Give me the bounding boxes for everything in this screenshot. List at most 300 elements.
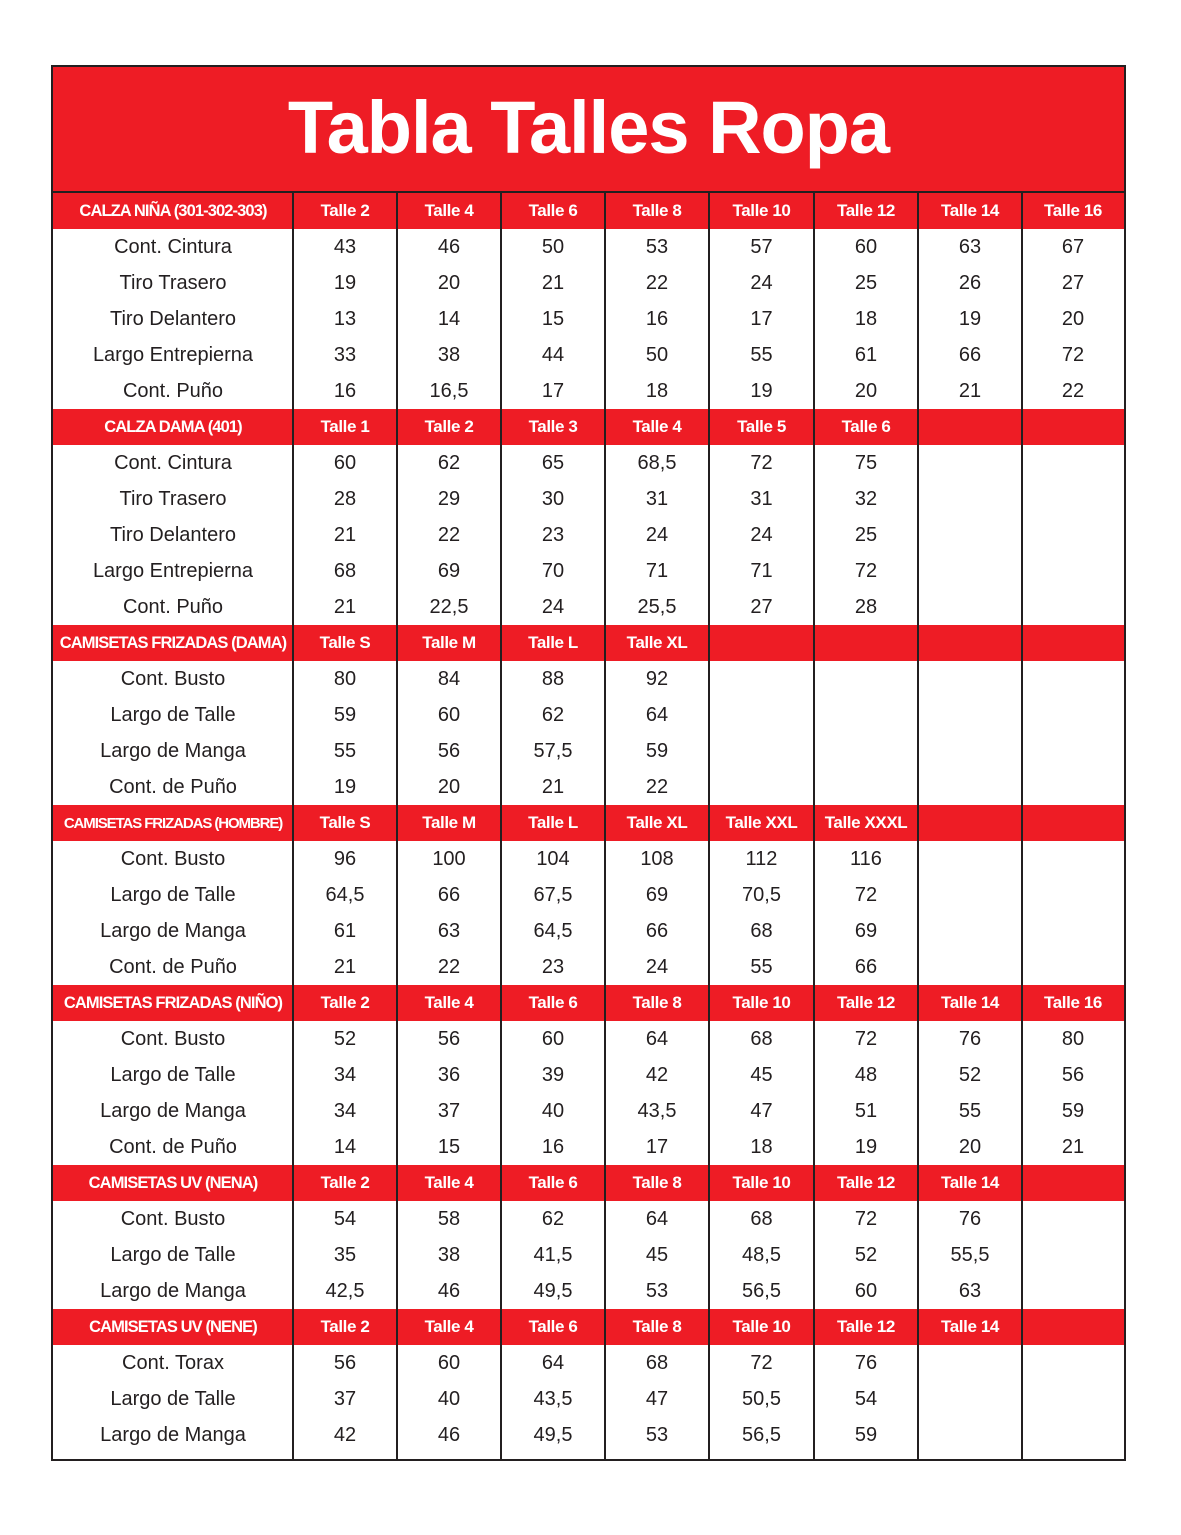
size-header: Talle 10 <box>732 1317 791 1336</box>
table-row <box>53 517 1124 553</box>
measurement-value: 24 <box>750 523 773 546</box>
measurement-value: 50,5 <box>742 1387 781 1410</box>
measurement-value: 23 <box>541 523 565 546</box>
size-header: Talle XL <box>626 633 688 652</box>
section-title: CAMISETAS FRIZADAS (DAMA) <box>59 633 287 652</box>
measurement-value: 28 <box>854 595 878 618</box>
size-header: Talle 12 <box>837 1173 895 1192</box>
measurement-label: Cont. Cintura <box>114 235 232 258</box>
measurement-value: 63 <box>958 235 982 258</box>
section-title: CAMISETAS UV (NENA) <box>88 1173 258 1192</box>
size-header: Talle 10 <box>732 201 791 220</box>
measurement-value: 47 <box>750 1099 773 1122</box>
measurement-value: 25 <box>854 271 878 294</box>
section-header <box>53 625 1124 661</box>
measurement-value: 71 <box>750 559 773 582</box>
section-header <box>53 1165 1124 1201</box>
measurement-value: 54 <box>333 1207 357 1230</box>
measurement-value: 60 <box>854 1279 878 1302</box>
measurement-value: 54 <box>854 1387 878 1410</box>
table-row <box>53 769 1124 805</box>
size-header: Talle 3 <box>528 417 578 436</box>
measurement-value: 45 <box>750 1063 773 1086</box>
measurement-label: Cont. Puño <box>122 379 224 402</box>
size-header: Talle 2 <box>320 1173 370 1192</box>
measurement-value: 66 <box>854 955 878 978</box>
measurement-value: 49,5 <box>533 1279 573 1302</box>
measurement-value: 55,5 <box>950 1243 990 1266</box>
size-header: Talle XL <box>626 813 688 832</box>
measurement-value: 37 <box>333 1387 357 1410</box>
measurement-value: 59 <box>854 1423 878 1446</box>
measurement-value: 42 <box>333 1423 357 1446</box>
measurement-value: 61 <box>854 343 878 366</box>
measurement-label: Largo de Talle <box>110 883 236 906</box>
measurement-value: 66 <box>437 883 461 906</box>
measurement-value: 46 <box>437 1423 461 1446</box>
measurement-value: 22 <box>645 775 669 798</box>
measurement-value: 24 <box>645 955 669 978</box>
measurement-value: 53 <box>645 1423 669 1446</box>
measurement-value: 47 <box>645 1387 669 1410</box>
measurement-value: 42,5 <box>325 1279 365 1302</box>
measurement-value: 20 <box>958 1135 982 1158</box>
measurement-label: Cont. Busto <box>120 1207 226 1230</box>
measurement-value: 59 <box>645 739 669 762</box>
measurement-value: 71 <box>645 559 669 582</box>
measurement-value: 72 <box>750 1351 773 1374</box>
size-header: Talle M <box>422 813 476 832</box>
measurement-value: 56 <box>437 1027 461 1050</box>
measurement-value: 52 <box>854 1243 878 1266</box>
measurement-value: 14 <box>333 1135 357 1158</box>
measurement-value: 17 <box>750 307 773 330</box>
column-divider <box>917 193 919 1459</box>
measurement-value: 44 <box>541 343 565 366</box>
size-header: Talle XXL <box>725 813 798 832</box>
measurement-label: Cont. Busto <box>120 1027 226 1050</box>
table-row <box>53 1093 1124 1129</box>
size-header: Talle 16 <box>1044 201 1102 220</box>
measurement-value: 46 <box>437 1279 461 1302</box>
measurement-value: 84 <box>437 667 461 690</box>
measurement-value: 18 <box>854 307 878 330</box>
measurement-value: 37 <box>437 1099 461 1122</box>
measurement-value: 38 <box>437 1243 461 1266</box>
measurement-value: 72 <box>854 1207 878 1230</box>
table-row <box>53 373 1124 409</box>
measurement-value: 63 <box>958 1279 982 1302</box>
measurement-value: 22,5 <box>429 595 469 618</box>
measurement-value: 16,5 <box>429 379 469 402</box>
measurement-value: 21 <box>541 775 565 798</box>
measurement-label: Tiro Trasero <box>119 487 227 510</box>
table-row <box>53 229 1124 265</box>
size-header: Talle 5 <box>737 417 786 436</box>
size-header: Talle M <box>422 633 476 652</box>
table-row <box>53 697 1124 733</box>
measurement-label: Tiro Trasero <box>119 271 227 294</box>
size-header: Talle 2 <box>320 993 370 1012</box>
measurement-value: 46 <box>437 235 461 258</box>
measurement-value: 67 <box>1061 235 1085 258</box>
size-header: Talle 14 <box>941 201 999 220</box>
size-header: Talle 6 <box>528 993 578 1012</box>
measurement-value: 14 <box>437 307 461 330</box>
page-title: Tabla Talles Ropa <box>287 86 890 169</box>
table-row <box>53 553 1124 589</box>
measurement-value: 25,5 <box>637 595 677 618</box>
measurement-value: 60 <box>854 235 878 258</box>
measurement-value: 64 <box>645 1207 669 1230</box>
measurement-value: 66 <box>645 919 669 942</box>
table-row <box>53 265 1124 301</box>
measurement-value: 21 <box>1061 1135 1085 1158</box>
size-header: Talle L <box>528 633 578 652</box>
measurement-value: 59 <box>333 703 357 726</box>
measurement-value: 32 <box>854 487 878 510</box>
table-row <box>53 337 1124 373</box>
measurement-value: 19 <box>958 307 982 330</box>
table-row <box>53 1237 1124 1273</box>
section-header <box>53 985 1124 1021</box>
measurement-value: 43 <box>333 235 357 258</box>
size-header: Talle 14 <box>941 993 999 1012</box>
measurement-value: 64 <box>541 1351 565 1374</box>
measurement-value: 18 <box>750 1135 773 1158</box>
measurement-value: 51 <box>854 1099 878 1122</box>
measurement-value: 56,5 <box>742 1279 781 1302</box>
measurement-label: Tiro Delantero <box>110 523 236 546</box>
measurement-value: 20 <box>437 271 461 294</box>
measurement-value: 20 <box>1061 307 1085 330</box>
column-divider <box>604 193 606 1459</box>
size-chart-sheet <box>51 65 1126 1461</box>
measurement-label: Cont. Busto <box>120 667 226 690</box>
measurement-value: 75 <box>854 451 878 474</box>
size-header: Talle XXXL <box>824 813 908 832</box>
measurement-value: 41,5 <box>533 1243 573 1266</box>
table-row <box>53 661 1124 697</box>
measurement-value: 26 <box>958 271 982 294</box>
measurement-value: 112 <box>745 847 778 870</box>
measurement-value: 68 <box>750 1027 773 1050</box>
measurement-value: 34 <box>333 1099 357 1122</box>
measurement-label: Cont. Puño <box>122 595 224 618</box>
measurement-value: 50 <box>541 235 565 258</box>
size-header: Talle 8 <box>632 993 682 1012</box>
measurement-value: 22 <box>437 523 461 546</box>
column-divider <box>813 193 815 1459</box>
measurement-value: 108 <box>640 847 674 870</box>
table-row <box>53 1021 1124 1057</box>
measurement-value: 27 <box>750 595 773 618</box>
measurement-value: 36 <box>437 1063 461 1086</box>
table-row <box>53 913 1124 949</box>
measurement-value: 80 <box>1061 1027 1085 1050</box>
measurement-value: 40 <box>541 1099 565 1122</box>
column-divider <box>1021 193 1023 1459</box>
measurement-value: 48 <box>854 1063 878 1086</box>
measurement-value: 45 <box>645 1243 669 1266</box>
measurement-value: 40 <box>437 1387 461 1410</box>
measurement-value: 24 <box>750 271 773 294</box>
size-header: Talle 10 <box>732 993 791 1012</box>
measurement-value: 16 <box>645 307 669 330</box>
measurement-value: 52 <box>333 1027 357 1050</box>
column-divider <box>500 193 502 1459</box>
measurement-value: 68,5 <box>637 451 677 474</box>
measurement-label: Largo Entrepierna <box>92 559 254 582</box>
measurement-value: 72 <box>1061 343 1085 366</box>
measurement-value: 69 <box>645 883 669 906</box>
measurement-value: 63 <box>437 919 461 942</box>
measurement-value: 65 <box>541 451 565 474</box>
table-row <box>53 445 1124 481</box>
size-header: Talle 8 <box>632 201 682 220</box>
measurement-value: 38 <box>437 343 461 366</box>
size-header: Talle 2 <box>320 201 370 220</box>
section-title: CALZA NIÑA (301-302-303) <box>79 201 267 220</box>
measurement-value: 53 <box>645 235 669 258</box>
table-row <box>53 589 1124 625</box>
measurement-value: 15 <box>437 1135 461 1158</box>
table-row <box>53 1129 1124 1165</box>
measurement-value: 52 <box>958 1063 982 1086</box>
size-header: Talle 6 <box>528 1317 578 1336</box>
measurement-value: 56,5 <box>742 1423 781 1446</box>
measurement-value: 92 <box>645 667 669 690</box>
table-row <box>53 1057 1124 1093</box>
size-header: Talle 6 <box>528 1173 578 1192</box>
measurement-value: 62 <box>541 703 565 726</box>
table-row <box>53 481 1124 517</box>
measurement-value: 96 <box>333 847 357 870</box>
measurement-label: Largo Entrepierna <box>92 343 254 366</box>
size-header: Talle 4 <box>424 1317 474 1336</box>
measurement-label: Cont. de Puño <box>109 1135 237 1158</box>
measurement-value: 43,5 <box>637 1099 677 1122</box>
measurement-label: Largo de Talle <box>110 1063 236 1086</box>
size-header: Talle 4 <box>632 417 682 436</box>
measurement-value: 76 <box>854 1351 878 1374</box>
measurement-value: 21 <box>541 271 565 294</box>
measurement-value: 70,5 <box>742 883 781 906</box>
measurement-value: 64 <box>645 703 669 726</box>
measurement-value: 20 <box>854 379 878 402</box>
measurement-value: 60 <box>437 1351 461 1374</box>
column-divider <box>708 193 710 1459</box>
measurement-value: 55 <box>333 739 357 762</box>
measurement-label: Largo de Talle <box>110 703 236 726</box>
table-row <box>53 1417 1124 1453</box>
measurement-value: 21 <box>333 955 357 978</box>
table-row <box>53 1201 1124 1237</box>
measurement-value: 56 <box>333 1351 357 1374</box>
measurement-value: 31 <box>645 487 669 510</box>
section-title: CALZA DAMA (401) <box>104 417 242 436</box>
measurement-label: Cont. Busto <box>120 847 226 870</box>
table-row <box>53 301 1124 337</box>
size-header: Talle 2 <box>320 1317 370 1336</box>
title-banner <box>53 67 1124 191</box>
measurement-value: 17 <box>645 1135 669 1158</box>
section-title: CAMISETAS FRIZADAS (NIÑO) <box>63 993 283 1012</box>
measurement-value: 88 <box>541 667 565 690</box>
measurement-value: 19 <box>333 271 357 294</box>
measurement-value: 58 <box>437 1207 461 1230</box>
section-header <box>53 193 1124 229</box>
measurement-value: 33 <box>333 343 357 366</box>
measurement-value: 68 <box>645 1351 669 1374</box>
table-row <box>53 877 1124 913</box>
measurement-value: 48,5 <box>742 1243 781 1266</box>
size-header: Talle 12 <box>837 993 895 1012</box>
measurement-label: Largo de Talle <box>110 1243 236 1266</box>
measurement-value: 60 <box>333 451 357 474</box>
measurement-value: 55 <box>958 1099 982 1122</box>
measurement-value: 72 <box>750 451 773 474</box>
measurement-value: 60 <box>437 703 461 726</box>
measurement-value: 67,5 <box>533 883 573 906</box>
measurement-value: 27 <box>1061 271 1085 294</box>
size-header: Talle 4 <box>424 201 474 220</box>
size-header: Talle 14 <box>941 1173 999 1192</box>
size-header: Talle 2 <box>424 417 474 436</box>
measurement-value: 21 <box>333 595 357 618</box>
size-header: Talle 8 <box>632 1317 682 1336</box>
measurement-value: 21 <box>333 523 357 546</box>
measurement-value: 66 <box>958 343 982 366</box>
measurement-value: 72 <box>854 883 878 906</box>
measurement-value: 31 <box>750 487 773 510</box>
measurement-value: 55 <box>750 343 773 366</box>
section-header <box>53 805 1124 841</box>
size-header: Talle S <box>319 633 371 652</box>
measurement-value: 55 <box>750 955 773 978</box>
section-header <box>53 1309 1124 1345</box>
measurement-value: 100 <box>432 847 466 870</box>
measurement-value: 42 <box>645 1063 669 1086</box>
measurement-value: 50 <box>645 343 669 366</box>
measurement-value: 25 <box>854 523 878 546</box>
measurement-value: 23 <box>541 955 565 978</box>
measurement-value: 30 <box>541 487 565 510</box>
size-header: Talle 12 <box>837 201 895 220</box>
measurement-value: 39 <box>541 1063 565 1086</box>
measurement-value: 17 <box>541 379 565 402</box>
measurement-value: 56 <box>437 739 461 762</box>
measurement-label: Tiro Delantero <box>110 307 236 330</box>
measurement-value: 16 <box>333 379 357 402</box>
measurement-value: 69 <box>854 919 878 942</box>
section-title: CAMISETAS UV (NENE) <box>89 1317 257 1336</box>
measurement-value: 22 <box>645 271 669 294</box>
table-row <box>53 949 1124 985</box>
size-header: Talle 8 <box>632 1173 682 1192</box>
measurement-value: 24 <box>645 523 669 546</box>
measurement-value: 116 <box>850 847 882 870</box>
measurement-value: 13 <box>333 307 357 330</box>
table-row <box>53 841 1124 877</box>
measurement-value: 49,5 <box>533 1423 573 1446</box>
measurement-value: 43,5 <box>533 1387 573 1410</box>
measurement-value: 24 <box>541 595 565 618</box>
measurement-value: 59 <box>1061 1099 1085 1122</box>
measurement-label: Cont. de Puño <box>109 775 237 798</box>
measurement-value: 20 <box>437 775 461 798</box>
measurement-value: 68 <box>750 919 773 942</box>
measurement-label: Largo de Talle <box>110 1387 236 1410</box>
measurement-value: 80 <box>333 667 357 690</box>
measurement-label: Cont. Torax <box>122 1351 224 1374</box>
measurement-label: Largo de Manga <box>100 1279 246 1302</box>
measurement-value: 56 <box>1061 1063 1085 1086</box>
measurement-value: 68 <box>333 559 357 582</box>
measurement-value: 57,5 <box>533 739 573 762</box>
table-row <box>53 1273 1124 1309</box>
column-divider <box>292 193 294 1459</box>
measurement-value: 64,5 <box>533 919 573 942</box>
size-header: Talle 4 <box>424 1173 474 1192</box>
table-row <box>53 733 1124 769</box>
size-header: Talle 16 <box>1044 993 1102 1012</box>
section-title: CAMISETAS FRIZADAS (HOMBRE) <box>63 814 283 832</box>
size-header: Talle 4 <box>424 993 474 1012</box>
size-header: Talle 10 <box>732 1173 791 1192</box>
column-divider <box>396 193 398 1459</box>
size-header: Talle 12 <box>837 1317 895 1336</box>
measurement-value: 15 <box>541 307 565 330</box>
measurement-value: 68 <box>750 1207 773 1230</box>
measurement-value: 28 <box>333 487 357 510</box>
measurement-value: 19 <box>854 1135 878 1158</box>
measurement-value: 61 <box>333 919 357 942</box>
measurement-value: 60 <box>541 1027 565 1050</box>
measurement-value: 16 <box>541 1135 565 1158</box>
measurement-label: Largo de Manga <box>100 1099 246 1122</box>
measurement-label: Cont. de Puño <box>109 955 237 978</box>
table-row <box>53 1345 1124 1381</box>
measurement-value: 72 <box>854 559 878 582</box>
measurement-value: 104 <box>536 847 570 870</box>
measurement-value: 19 <box>333 775 357 798</box>
measurement-value: 19 <box>750 379 773 402</box>
measurement-value: 76 <box>958 1207 982 1230</box>
size-header: Talle 1 <box>320 417 370 436</box>
size-header: Talle 6 <box>841 417 891 436</box>
measurement-value: 72 <box>854 1027 878 1050</box>
table-row <box>53 1381 1124 1417</box>
measurement-label: Largo de Manga <box>100 919 246 942</box>
measurement-value: 34 <box>333 1063 357 1086</box>
measurement-value: 57 <box>750 235 773 258</box>
measurement-value: 18 <box>645 379 669 402</box>
measurement-value: 21 <box>958 379 982 402</box>
size-header: Talle L <box>528 813 578 832</box>
measurement-value: 64,5 <box>325 883 365 906</box>
measurement-value: 69 <box>437 559 461 582</box>
measurement-value: 29 <box>437 487 461 510</box>
measurement-label: Largo de Manga <box>100 739 246 762</box>
size-header: Talle 14 <box>941 1317 999 1336</box>
measurement-value: 35 <box>333 1243 357 1266</box>
measurement-value: 62 <box>437 451 461 474</box>
section-header <box>53 409 1124 445</box>
measurement-label: Cont. Cintura <box>114 451 232 474</box>
measurement-value: 70 <box>541 559 565 582</box>
measurement-value: 76 <box>958 1027 982 1050</box>
